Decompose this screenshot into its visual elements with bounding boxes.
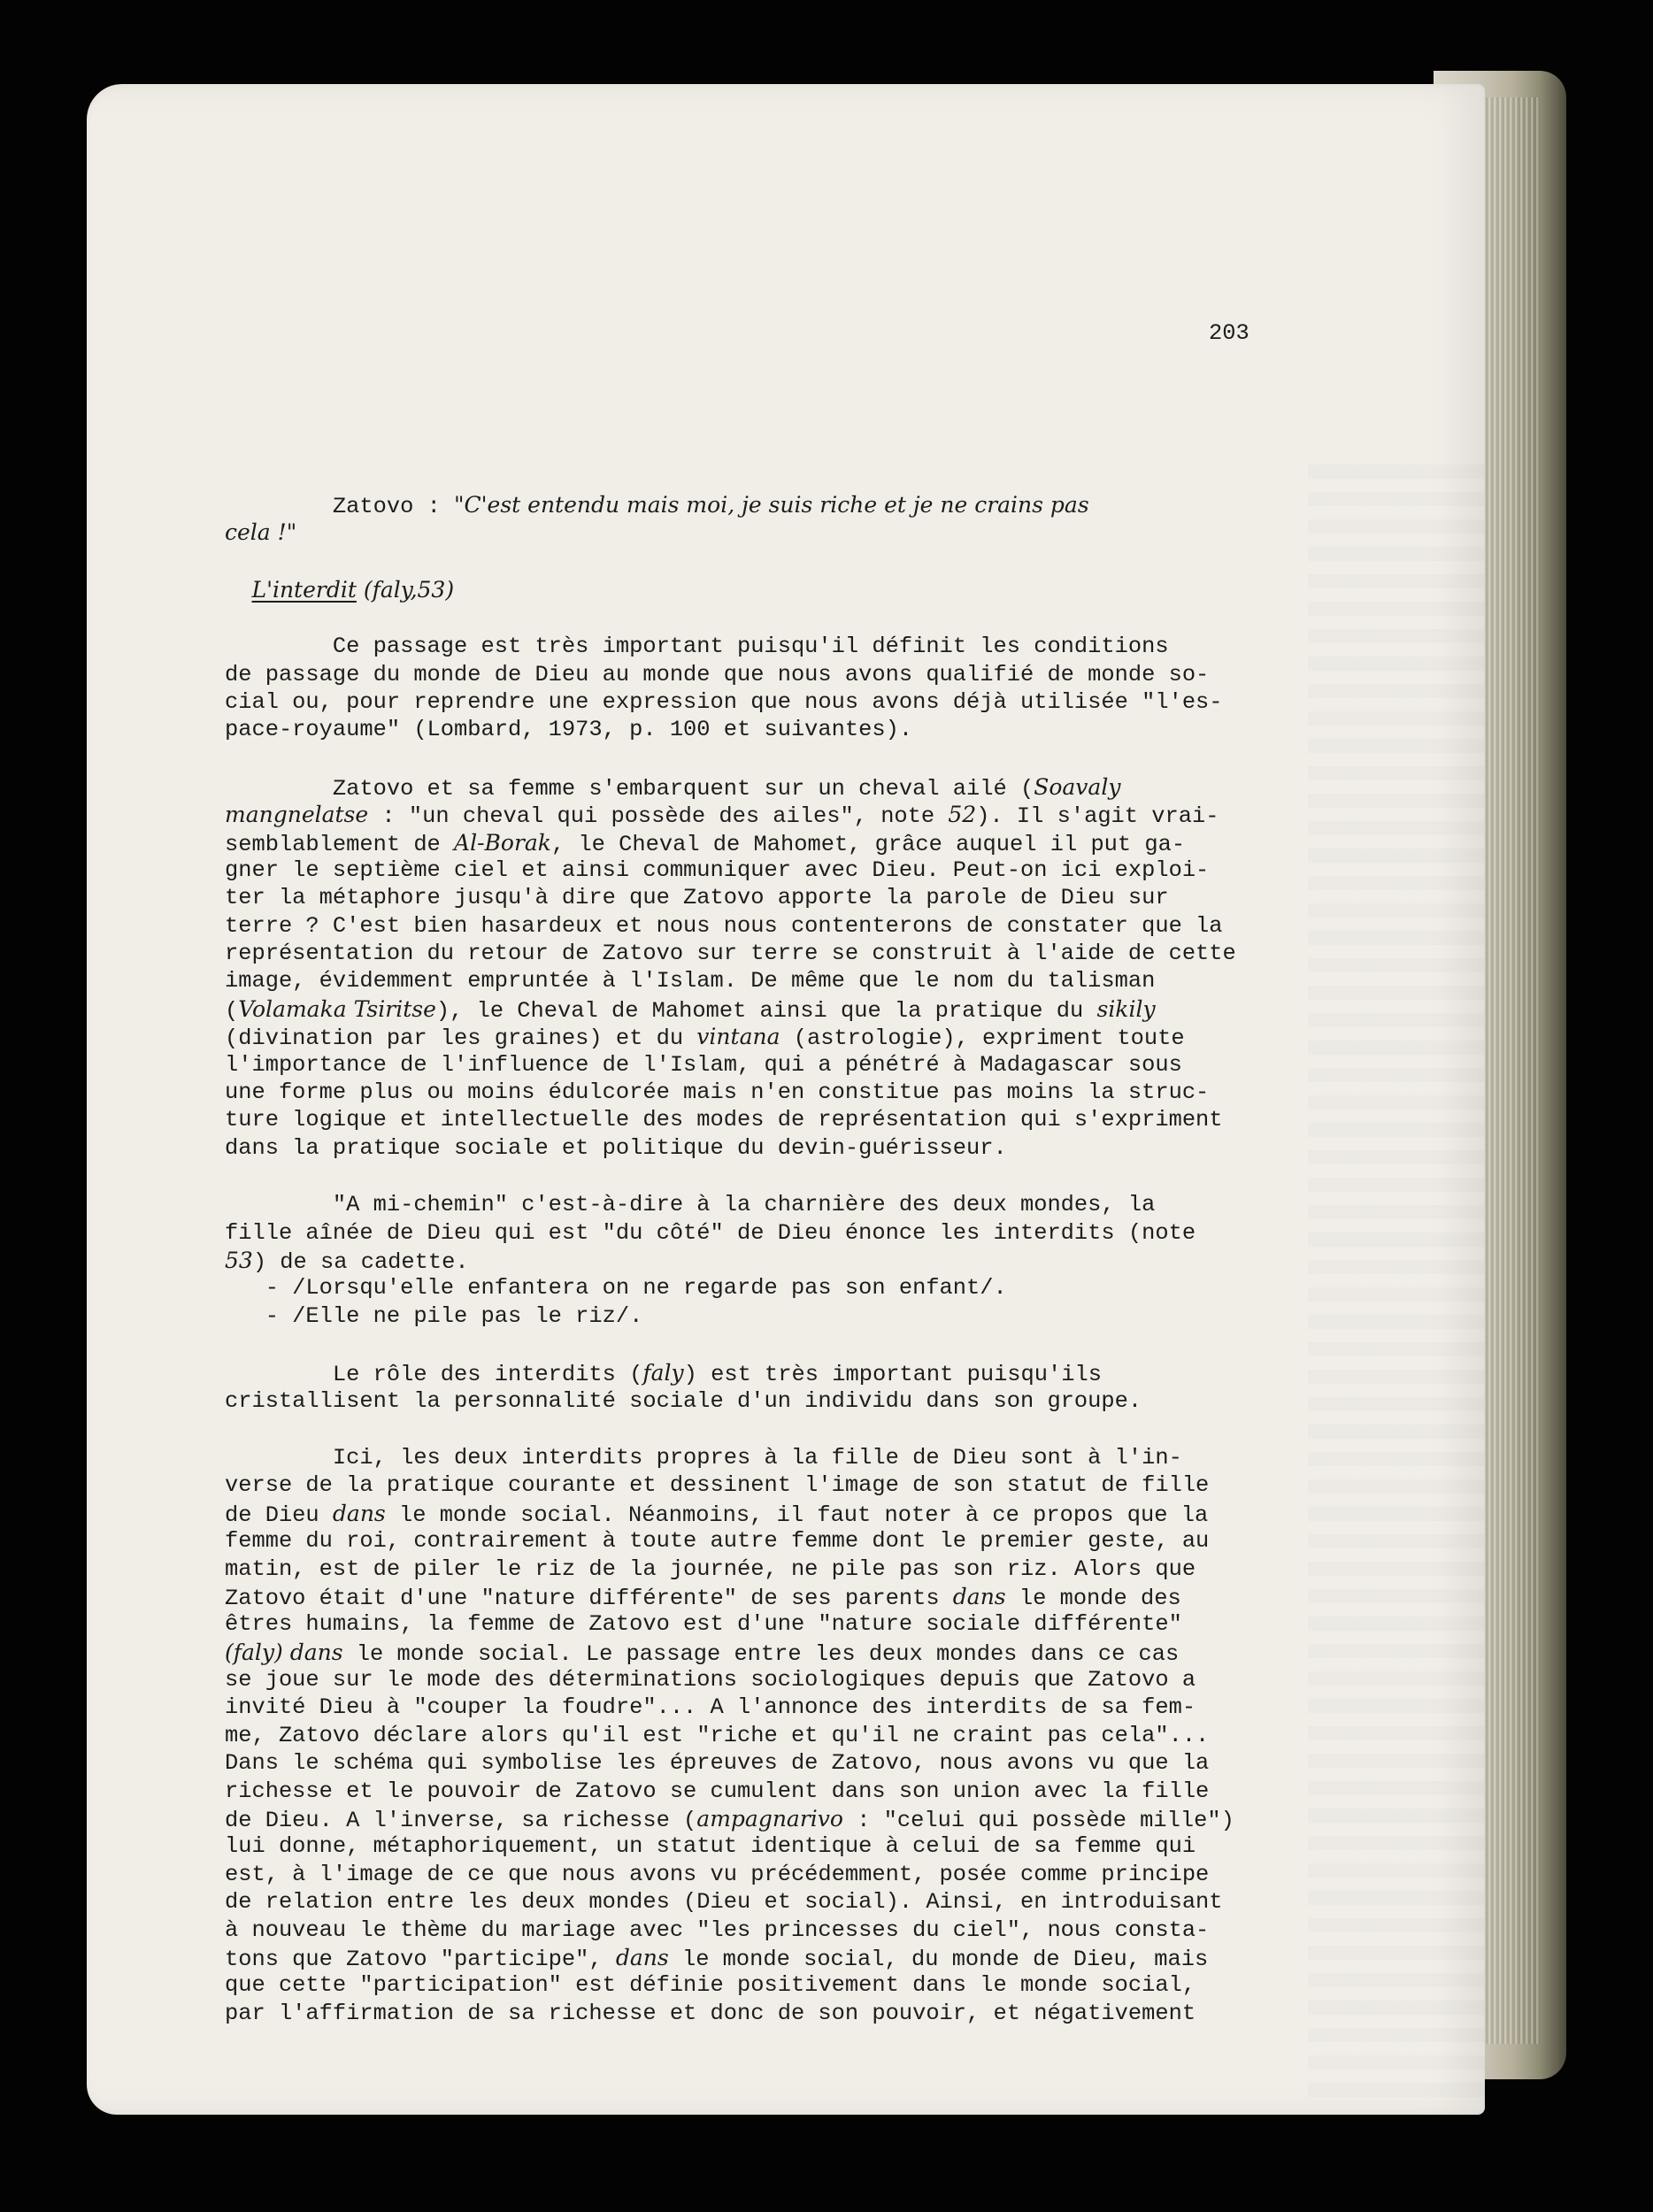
heading-title: L'interdit xyxy=(251,576,357,603)
paragraph-ici xyxy=(225,1444,1375,2027)
italic-term: mangnelatse xyxy=(225,802,369,828)
text-line: ter la métaphore jusqu'à dire que Zatovo apporte la parole de Dieu sur xyxy=(225,885,1169,911)
paragraph-role xyxy=(225,1359,1375,1415)
text-line xyxy=(225,995,1375,1023)
text-line xyxy=(225,773,1375,801)
text-line: "A mi-chemin" c'est-à-dire à la charnière des deux mondes, la xyxy=(225,1192,1156,1218)
text-line: cial ou, pour reprendre une expression que nous avons déjà utilisée "l'es- xyxy=(225,688,1223,715)
italic-term: sikily xyxy=(1096,995,1156,1022)
text-line: représentation du retour de Zatovo sur terre se construit à l'aide de cette xyxy=(225,941,1236,967)
text-line xyxy=(225,1023,1375,1050)
italic-term: ampagnarivo xyxy=(696,1806,843,1832)
text-line: lui donne, métaphoriquement, un statut identique à celui de sa femme qui xyxy=(225,1833,1196,1860)
text-span: : "celui qui possède mille") xyxy=(842,1808,1234,1834)
book-page xyxy=(87,84,1485,2115)
paragraph-mi-chemin xyxy=(225,1191,1375,1330)
text-line: Ici, les deux interdits propres à la fille de Dieu sont à l'in- xyxy=(225,1444,1182,1471)
italic-term: dans xyxy=(332,1500,386,1526)
text-line xyxy=(225,1359,1375,1386)
speaker-label: Zatovo : xyxy=(332,494,455,519)
text-line: femme du roi, contrairement à toute autre femme dont le premier geste, au xyxy=(225,1528,1210,1555)
text-line xyxy=(225,1247,1375,1274)
text-span: , le Cheval de Mahomet, grâce auquel il put ga- xyxy=(550,831,1186,857)
text-line xyxy=(225,801,1375,828)
italic-term: Volamaka Tsiritse xyxy=(238,995,436,1022)
text-line: est, à l'image de ce que nous avons vu précédemment, posée comme principe xyxy=(225,1861,1210,1887)
list-item: - /Elle ne pile pas le riz/. xyxy=(225,1302,643,1329)
text-line: invité Dieu à "couper la foudre"... A l'annonce des interdits de sa fem- xyxy=(225,1694,1196,1721)
page-body xyxy=(225,491,1375,2027)
text-span: Zatovo était d'une "nature différente" de ses parents xyxy=(225,1585,953,1611)
text-line: l'importance de l'influence de l'Islam, qui a pénétré à Madagascar sous xyxy=(225,1051,1182,1078)
text-line: pace-royaume" (Lombard, 1973, p. 100 et suivantes). xyxy=(225,717,913,743)
quote-text: "C'est entendu mais moi, je suis riche et je ne crains pas xyxy=(454,492,1089,518)
text-line: dans la pratique sociale et politique du devin-guérisseur. xyxy=(225,1134,1007,1161)
italic-term: dans xyxy=(952,1583,1006,1609)
text-span: ( xyxy=(225,997,239,1024)
text-span: de Dieu xyxy=(225,1502,333,1528)
text-span: de Dieu. A l'inverse, sa richesse ( xyxy=(225,1808,697,1834)
text-line: ture logique et intellectuelle des modes de représentation qui s'expriment xyxy=(225,1107,1223,1133)
text-line: se joue sur le mode des déterminations sociologiques depuis que Zatovo a xyxy=(225,1667,1196,1694)
quote-line xyxy=(225,491,1375,518)
text-line: à nouveau le thème du mariage avec "les princesses du ciel", nous consta- xyxy=(225,1916,1210,1943)
text-span: ) de sa cadette. xyxy=(252,1248,469,1275)
text-span: le monde social. Le passage entre les deux mondes dans ce cas xyxy=(342,1640,1180,1667)
text-span: Zatovo et sa femme s'embarquent sur un cheval ailé ( xyxy=(225,775,1034,802)
text-span: : "un cheval qui possède des ailes", note xyxy=(368,803,949,830)
text-line xyxy=(225,829,1375,856)
italic-term: Al-Borak xyxy=(454,829,551,856)
text-line: Ce passage est très important puisqu'il définit les conditions xyxy=(225,634,1169,660)
text-span: le monde social, du monde de Dieu, mais xyxy=(668,1946,1209,1972)
quote-line-end: cela !" xyxy=(225,519,297,546)
text-line: verse de la pratique courante et dessinent l'image de son statut de fille xyxy=(225,1472,1210,1499)
text-line: me, Zatovo déclare alors qu'il est "riche et qu'il ne craint pas cela"... xyxy=(225,1722,1210,1748)
text-line: gner le septième ciel et ainsi communiquer avec Dieu. Peut-on ici exploi- xyxy=(225,856,1210,883)
text-line: fille aînée de Dieu qui est "du côté" de Dieu énonce les interdits (note xyxy=(225,1219,1196,1246)
text-line: de passage du monde de Dieu au monde que nous avons qualifié de monde so- xyxy=(225,661,1210,687)
text-line: cristallisent la personnalité sociale d'un individu dans son groupe. xyxy=(225,1387,1142,1414)
text-line: richesse et le pouvoir de Zatovo se cumulent dans son union avec la fille xyxy=(225,1778,1210,1804)
text-span: ). Il s'agit vrai- xyxy=(976,803,1219,830)
text-line xyxy=(225,1805,1375,1832)
italic-term: Soavaly xyxy=(1034,773,1121,800)
italic-term: vintana xyxy=(696,1024,780,1050)
text-line xyxy=(225,1583,1375,1610)
text-span: Le rôle des interdits ( xyxy=(225,1362,643,1388)
italic-term: faly xyxy=(642,1360,684,1386)
heading-ref: (faly,53) xyxy=(356,576,455,603)
italic-note: 52 xyxy=(948,802,977,828)
text-line xyxy=(225,1639,1375,1666)
text-line: par l'affirmation de sa richesse et donc de son pouvoir, et négativement xyxy=(225,2000,1196,2026)
page-number: 203 xyxy=(1209,320,1249,346)
paragraph-passage xyxy=(225,633,1375,744)
text-line: image, évidemment empruntée à l'Islam. De même que le nom du talisman xyxy=(225,968,1156,995)
list-item: - /Lorsqu'elle enfantera on ne regarde pas son enfant/. xyxy=(225,1275,1007,1302)
text-span: le monde social. Néanmoins, il faut noter à ce propos que la xyxy=(385,1502,1209,1528)
text-span: ) est très important puisqu'ils xyxy=(683,1362,1102,1388)
italic-note: 53 xyxy=(225,1247,253,1273)
text-line: que cette "participation" est définie positivement dans le monde social, xyxy=(225,1972,1196,1999)
text-span: ), le Cheval de Mahomet ainsi que la pratique du xyxy=(435,997,1097,1024)
italic-term: dans xyxy=(615,1944,669,1970)
text-line: matin, est de piler le riz de la journée, ne pile pas son riz. Alors que xyxy=(225,1555,1196,1582)
text-line: êtres humains, la femme de Zatovo est d'une "nature sociale différente" xyxy=(225,1611,1182,1638)
text-span: (divination par les graines) et du xyxy=(225,1025,697,1052)
text-line xyxy=(225,1944,1375,1971)
text-line: Dans le schéma qui symbolise les épreuves de Zatovo, nous avons vu que la xyxy=(225,1750,1210,1777)
text-span: semblablement de xyxy=(225,831,455,857)
italic-term: (faly) dans xyxy=(225,1639,343,1665)
paragraph-cheval xyxy=(225,773,1375,1162)
text-line: terre ? C'est bien hasardeux et nous nous contenterons de constater que la xyxy=(225,912,1223,939)
text-line: de relation entre les deux mondes (Dieu et social). Ainsi, en introduisant xyxy=(225,1889,1223,1916)
text-span: tons que Zatovo "participe", xyxy=(225,1946,616,1972)
section-heading xyxy=(225,576,1375,603)
text-span: le monde des xyxy=(1005,1585,1181,1611)
text-span: (astrologie), expriment toute xyxy=(780,1025,1185,1052)
text-line: une forme plus ou moins édulcorée mais n'en constitue pas moins la struc- xyxy=(225,1079,1210,1106)
text-line xyxy=(225,1500,1375,1527)
